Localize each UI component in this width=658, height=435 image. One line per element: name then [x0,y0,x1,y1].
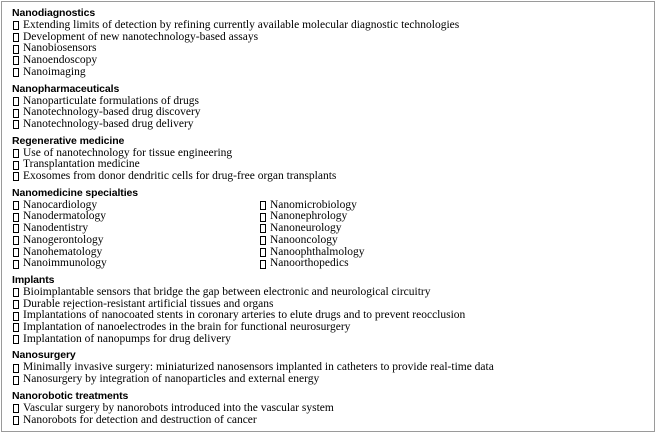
bullet-box-icon [13,323,19,332]
list-item-text: Nanoorthopedics [270,257,349,270]
list-item [12,119,652,131]
list-item-text: Nanoneurology [270,222,342,235]
list-item-text: Nanotechnology-based drug delivery [23,117,194,130]
list-item-text: Nanosurgery by integration of nanoparticles and external energy [23,373,320,386]
bullet-box-icon [260,213,266,222]
list-item [259,258,559,270]
list-item-text: Extending limits of detection by refining currently available molecular diagnostic technologies [23,19,460,31]
bullet-box-icon [260,248,266,257]
list-item-text: Nanoophthalmology [270,245,365,258]
bullet-box-icon [13,68,19,77]
bullet-box-icon [13,201,19,210]
list-item-text: Implantations of nanocoated stents in coronary arteries to elute drugs and to prevent reocclusion [23,309,466,322]
bullet-box-icon [13,416,19,425]
list-item [12,334,652,346]
list-item [12,20,652,32]
section-nanosurgery [12,349,652,385]
list-item-text: Nanodermatology [23,210,107,223]
bullet-box-icon [13,224,19,233]
section-nanodiagnostics [12,7,652,79]
list-item-text: Bioimplantable sensors that bridge the gap between electronic and neurological circuitry [23,285,431,298]
bullet-box-icon [13,248,19,257]
list-item-text: Use of nanotechnology for tissue engineering [23,146,233,159]
section-nanomedicine-specialties [12,187,652,270]
list-item [12,322,652,334]
bullet-box-icon [13,149,19,158]
section-heading: Nanorobotic treatments [12,389,129,402]
list-item [12,67,652,79]
list-item-text: Nanooncology [270,233,338,246]
bullet-box-icon [260,201,266,210]
list-item [12,403,652,415]
bullet-box-icon [13,213,19,222]
list-item [12,43,652,55]
bullet-box-icon [13,260,19,269]
bullet-box-icon [13,236,19,245]
section-implants [12,274,652,346]
list-item-text: Durable rejection-resistant artificial tissues and organs [23,297,274,310]
bullet-box-icon [260,260,266,269]
section-heading: Nanopharmaceuticals [12,82,120,95]
list-item [12,32,652,44]
bullet-box-icon [13,376,19,385]
bullet-box-icon [13,97,19,106]
two-column-list [12,200,652,270]
bullet-box-icon [13,21,19,30]
section-regenerative-medicine [12,135,652,183]
list-item-text: Minimally invasive surgery: miniaturized nanosensors implanted in catheters to provide real-time data [23,361,494,374]
bullet-box-icon [13,56,19,65]
bullet-box-icon [13,120,19,129]
list-item-text: Nanohematology [23,245,103,258]
list-item-text: Nanoimaging [23,65,86,78]
bullet-box-icon [13,404,19,413]
bullet-box-icon [13,288,19,297]
section-heading: Implants [12,273,55,286]
bullet-box-icon [13,312,19,321]
list-item-text: Nanocardiology [23,198,98,211]
section-heading: Nanodiagnostics [12,7,96,19]
bullet-box-icon [13,364,19,373]
list-item [259,235,559,247]
list-item-text: Nanomicrobiology [270,198,357,211]
list-item-text: Nanodentistry [23,222,89,235]
bullet-box-icon [13,161,19,170]
list-item-text: Nanogerontology [23,233,104,246]
list-item [12,374,652,386]
list-item-text: Vascular surgery by nanorobots introduced into the vascular system [23,401,334,414]
list-item-text: Nanoparticulate formulations of drugs [23,94,199,107]
list-item-text: Transplantation medicine [23,158,140,171]
list-item-text: Nanoimmunology [23,257,107,270]
bullet-box-icon [260,224,266,233]
list-item-text: Nanotechnology-based drug discovery [23,106,201,119]
list-item [12,258,259,270]
section-heading: Nanosurgery [12,349,76,362]
bullet-box-icon [13,335,19,344]
right-column [259,200,559,270]
list-item [12,171,652,183]
list-item-text: Nanoendoscopy [23,54,98,67]
bullet-box-icon [13,172,19,181]
bullet-box-icon [13,33,19,42]
list-item-text: Nanorobots for detection and destruction of cancer [23,413,257,426]
list-item-text: Implantation of nanopumps for drug delivery [23,332,231,345]
list-item-text: Nanobiosensors [23,42,97,55]
list-item [12,287,652,299]
list-item-text: Implantation of nanoelectrodes in the brain for functional neurosurgery [23,321,351,334]
section-nanorobotic-treatments [12,390,652,426]
document-content [12,7,652,430]
section-heading: Nanomedicine specialties [12,186,138,199]
list-item-text: Nanonephrology [270,210,348,223]
bullet-box-icon [13,109,19,118]
list-item [12,415,652,427]
bullet-box-icon [13,300,19,309]
list-item [12,235,259,247]
list-item-text: Exosomes from donor dendritic cells for drug-free organ transplants [23,170,337,183]
section-nanopharmaceuticals [12,83,652,131]
bullet-box-icon [13,45,19,54]
bullet-box-icon [260,236,266,245]
list-item [12,55,652,67]
left-column [12,200,259,270]
section-heading: Regenerative medicine [12,134,125,147]
list-item-text: Development of new nanotechnology-based assays [23,30,259,43]
